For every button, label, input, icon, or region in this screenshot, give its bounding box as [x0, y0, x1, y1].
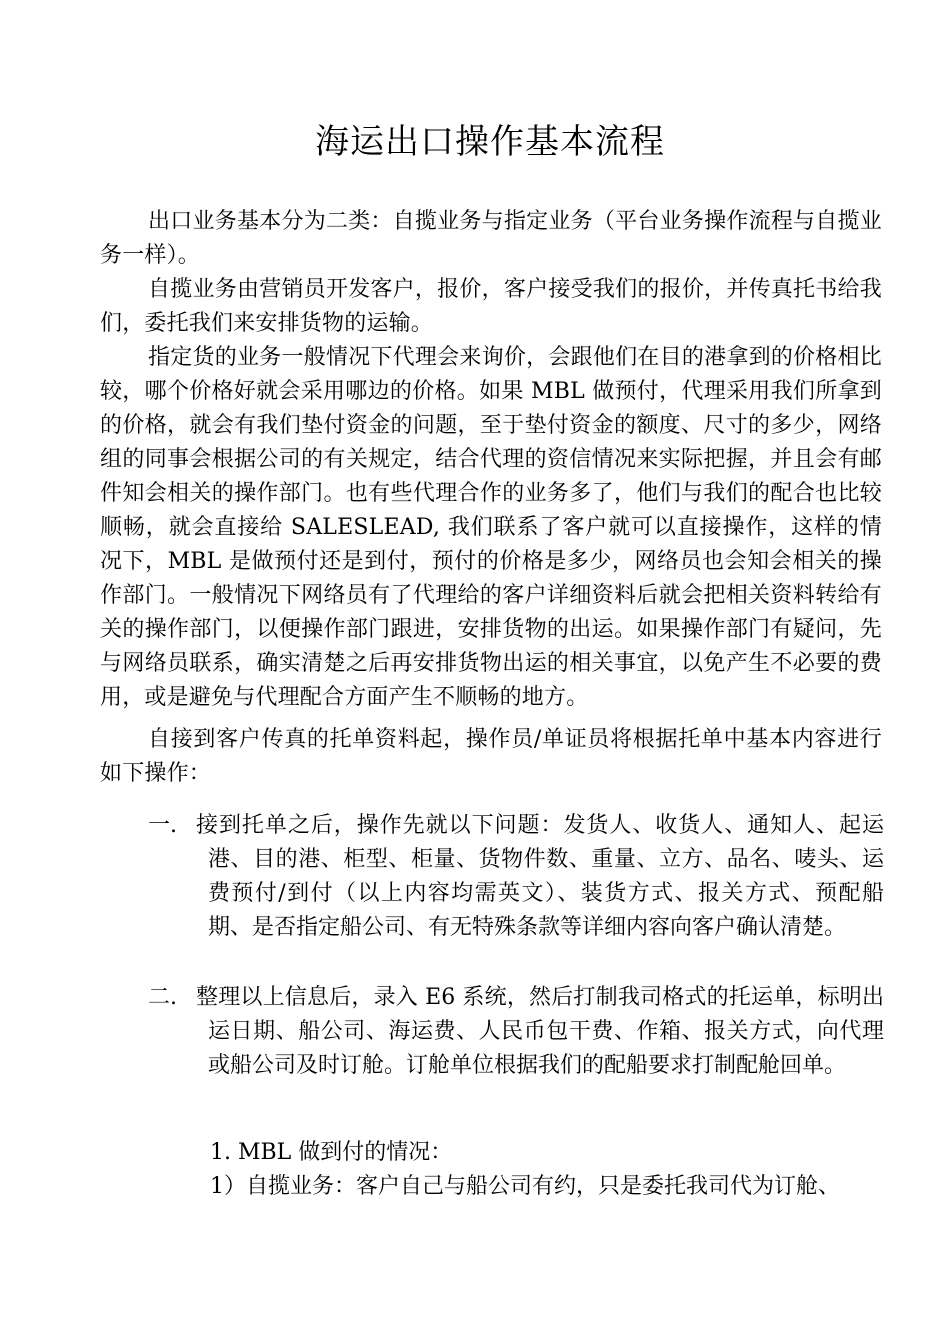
list-item-number: 一. [148, 813, 177, 838]
list-item-text: 接到托单之后，操作先就以下问题：发货人、收货人、通知人、起运港、目的港、柜型、柜量、货物件数、重量、立方、品名、唛头、运费预付/到付（以上内容均需英文）、装货方式、报关方式、预配船期、是否指定船公司、有无特殊条款等详细内容向客户确认清楚。 [196, 813, 884, 940]
sub-item-text: 1）自揽业务：客户自己与船公司有约，只是委托我司代为订舱、 [210, 1174, 840, 1199]
list-item [148, 809, 884, 945]
list-item-row [148, 981, 884, 1083]
list-item [148, 981, 884, 1083]
body-paragraphs [100, 205, 882, 715]
list-item-row [148, 809, 884, 945]
paragraph: 自揽业务由营销员开发客户，报价，客户接受我们的报价，并传真托书给我们，委托我们来安排货物的运输。 [100, 277, 882, 336]
paragraph: 出口业务基本分为二类：自揽业务与指定业务（平台业务操作流程与自揽业务一样）。 [100, 209, 882, 268]
intro-paragraph: 自接到客户传真的托单资料起，操作员/单证员将根据托单中基本内容进行如下操作： [100, 727, 882, 786]
intro-paragraph-block [100, 723, 882, 791]
list-item-text: 整理以上信息后，录入 E6 系统，然后打制我司格式的托运单，标明出运日期、船公司、海运费、人民币包干费、作箱、报关方式，向代理或船公司及时订舱。订舱单位根据我们的配船要求打制配舱回单。 [196, 985, 884, 1078]
document-title: 海运出口操作基本流程 [315, 122, 665, 162]
sub-item-heading: 1. MBL 做到付的情况： [210, 1140, 453, 1165]
paragraph: 指定货的业务一般情况下代理会来询价，会跟他们在目的港拿到的价格相比较，哪个价格好就会采用哪边的价格。如果 MBL 做预付，代理采用我们所拿到的价格，就会有我们垫付资金的问题，至于垫付资金的额度、尺寸的多少，网络组的同事会根据公司的有关规定，结合代理的资信情况来实际把握，并且会有邮件知会相关的操作部门。也有些代理合作的业务多了，他们与我们的配合也比较顺畅，就会直接给 SALESLEAD, 我们联系了客户就可以直接操作，这样的情况下，MBL 是做预付还是到付，预付的价格是多少，网络员也会知会相关的操作部门。一般情况下网络员有了代理给的客户详细资料后就会把相关资料转给有关的操作部门，以便操作部门跟进，安排货物的出运。如果操作部门有疑问，先与网络员联系，确实清楚之后再安排货物出运的相关事宜，以免产生不必要的费用，或是避免与代理配合方面产生不顺畅的地方。 [100, 345, 882, 710]
list-item-number: 二. [148, 985, 177, 1010]
